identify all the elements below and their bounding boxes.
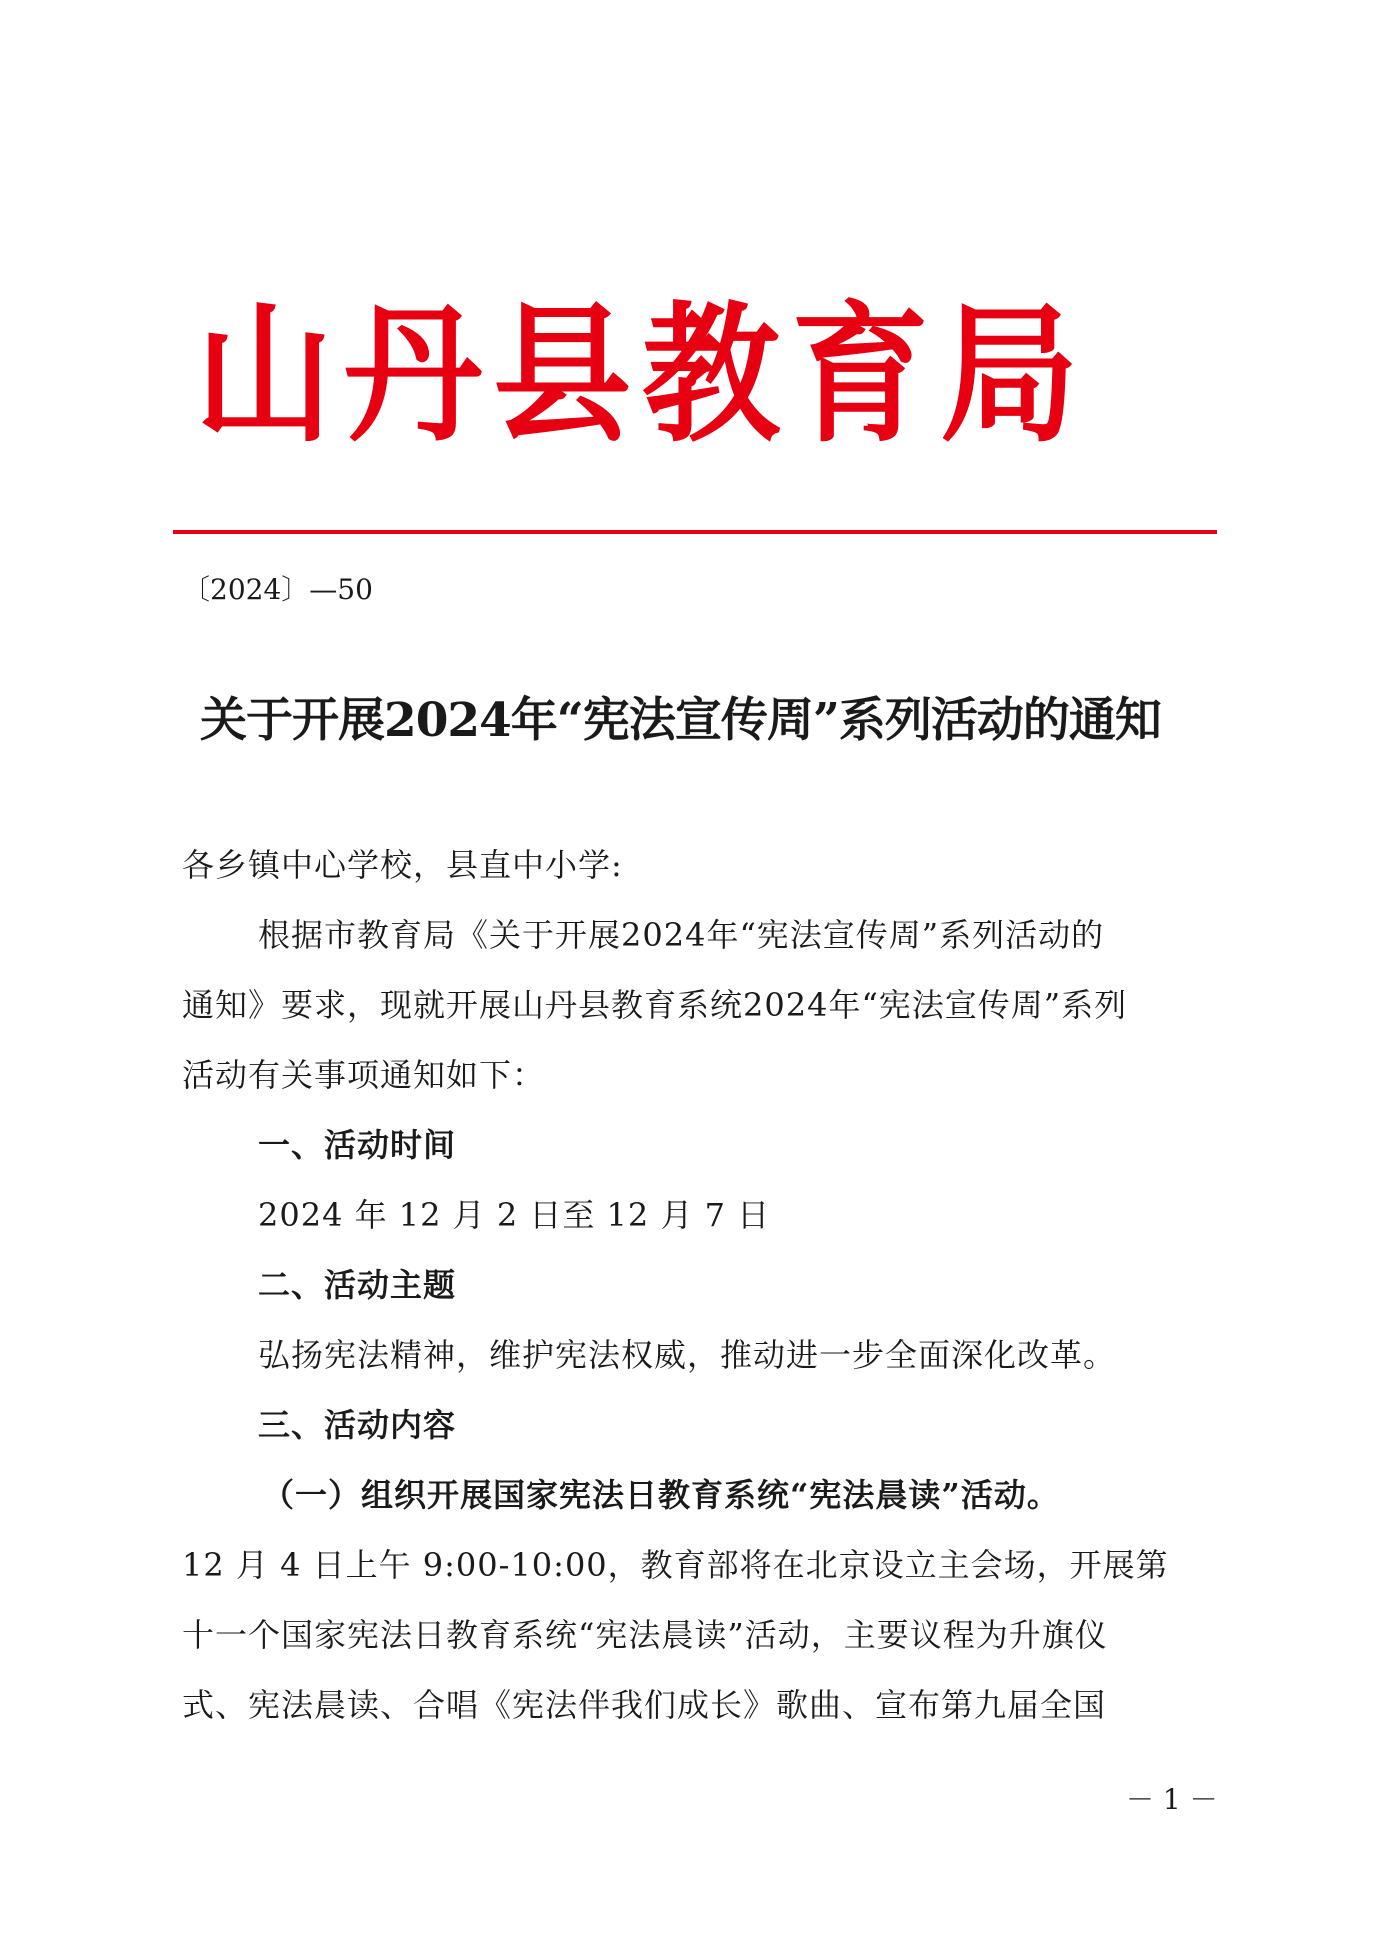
section2-heading: 二、活动主题 — [258, 1266, 457, 1304]
section1-text: 2024 年 12 月 2 日至 12 月 7 日 — [258, 1196, 771, 1234]
page-number: － 1 － — [1126, 1783, 1218, 1816]
section3-subheading-1: （一）组织开展国家宪法日教育系统“宪法晨读”活动。 — [262, 1476, 1060, 1514]
issuer-header: 山丹县教育局 — [195, 287, 1090, 463]
salutation: 各乡镇中心学校，县直中小学: — [182, 846, 623, 884]
intro-line-1: 根据市教育局《关于开展2024年“宪法宣传周”系列活动的 — [258, 916, 1105, 954]
section3-line-2: 十一个国家宪法日教育系统“宪法晨读”活动，主要议程为升旗仪 — [182, 1616, 1108, 1654]
red-divider-line — [173, 530, 1217, 534]
document-number: 〔2024〕—50 — [182, 573, 373, 606]
document-title: 关于开展2024年“宪法宣传周”系列活动的通知 — [200, 693, 1161, 748]
section3-line-3: 式、宪法晨读、合唱《宪法伴我们成长》歌曲、宣布第九届全国 — [182, 1686, 1107, 1724]
section3-heading: 三、活动内容 — [258, 1406, 457, 1444]
intro-line-2: 通知》要求，现就开展山丹县教育系统2024年“宪法宣传周”系列 — [182, 986, 1128, 1024]
intro-line-3: 活动有关事项通知如下： — [182, 1056, 546, 1094]
section3-line-1: 12 月 4 日上午 9:00-10:00，教育部将在北京设立主会场，开展第 — [182, 1546, 1169, 1584]
section1-heading: 一、活动时间 — [258, 1126, 457, 1164]
section2-text: 弘扬宪法精神，维护宪法权威，推动进一步全面深化改革。 — [258, 1336, 1117, 1374]
